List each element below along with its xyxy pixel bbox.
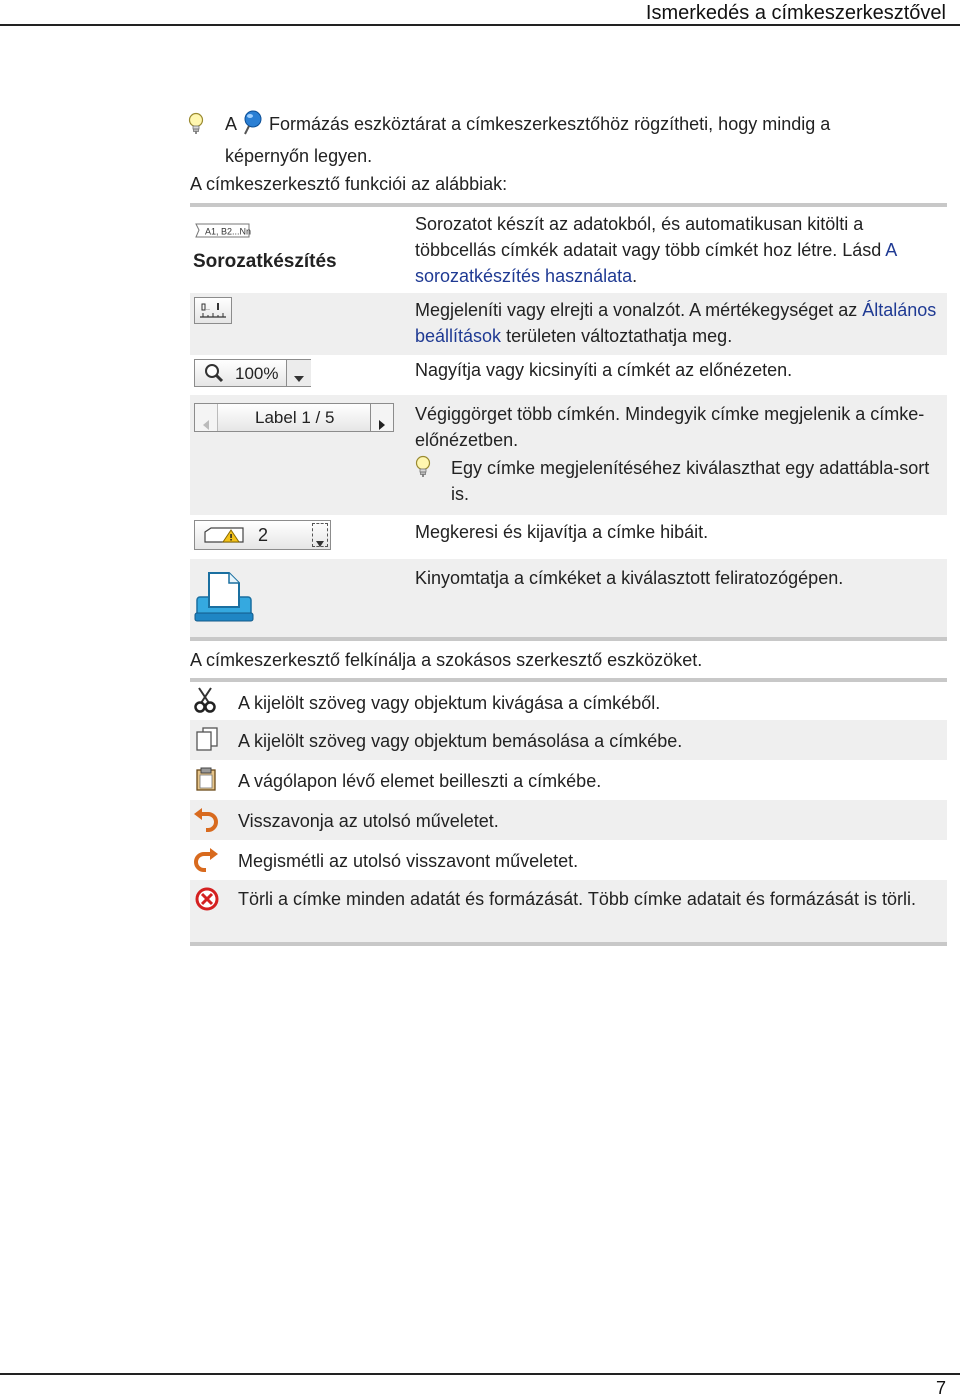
chevron-left-icon	[201, 412, 211, 438]
svg-text:..: ..	[206, 305, 210, 312]
ruler-icon	[195, 307, 231, 327]
sequence-icon-text: A1, B2...Nn	[205, 226, 252, 237]
navigate-tip-text: Egy címke megjelenítéséhez kiválaszthat egy adattábla-sort is.	[451, 458, 930, 504]
sequence-help-link[interactable]: A sorozatkészítés használata	[415, 240, 897, 286]
error-checker[interactable]	[194, 520, 331, 550]
clipboard-icon[interactable]	[194, 766, 218, 799]
print-description: Kinyomtatja a címkéket a kiválasztott feliratozógépen.	[415, 568, 844, 588]
sequence-desc-text: Sorozatot készít az adatokból, és automatikusan kitölti a többcellás címkék adatait vagy több címkét hoz létre. Lásd	[415, 214, 886, 260]
chevron-right-icon	[377, 412, 387, 438]
table-row-sequence	[190, 209, 947, 297]
table-row-errors	[190, 515, 947, 559]
zoom-description: Nagyítja vagy kicsinyíti a címkét az előnézeten.	[415, 360, 793, 380]
print-button[interactable]	[193, 567, 255, 634]
table-rule	[190, 203, 947, 207]
table-row-paste	[190, 760, 947, 800]
ruler-button[interactable]	[194, 297, 232, 324]
redo-icon[interactable]	[192, 846, 220, 879]
table-row-undo	[190, 800, 947, 840]
table-row-print	[190, 559, 947, 637]
redo-description: Megismétli az utolsó visszavont műveletet.	[238, 851, 579, 871]
zoom-dropdown[interactable]	[286, 360, 311, 386]
table-row-cut	[190, 682, 947, 720]
chevron-down-icon	[292, 366, 306, 392]
ruler-description	[415, 297, 940, 349]
table-row-ruler	[190, 293, 947, 355]
paste-description: A vágólapon lévő elemet beilleszti a címkébe.	[238, 771, 602, 791]
chevron-down-icon	[314, 530, 326, 556]
copy-description: A kijelölt szöveg vagy objektum bemásolása a címkébe.	[238, 731, 683, 751]
sequence-description	[415, 211, 940, 289]
errors-description: Megkeresi és kijavítja a címke hibáit.	[415, 522, 709, 542]
table-row-copy	[190, 720, 947, 760]
tip-text: Formázás eszköztárat a címkeszerkesztőhöz rögzítheti, hogy mindig a képernyőn legyen.	[225, 114, 831, 166]
ruler-desc-end: területen változtathatja meg.	[501, 326, 733, 346]
scissors-icon[interactable]	[194, 686, 216, 721]
warning-label-icon	[203, 524, 247, 553]
lightbulb-icon	[188, 112, 204, 143]
previous-label-button[interactable]	[195, 404, 218, 431]
edit-tools-intro: A címkeszerkesztő felkínálja a szokásos szerkesztő eszközöket.	[190, 650, 703, 670]
table-row-navigate	[190, 395, 947, 515]
table-row-zoom	[190, 355, 947, 395]
pin-icon	[241, 110, 265, 143]
features-table	[190, 203, 947, 643]
printer-icon	[193, 611, 255, 631]
next-label-button[interactable]	[370, 404, 393, 431]
magnifier-icon	[203, 362, 225, 391]
sequence-icon[interactable]	[193, 220, 253, 237]
navigate-description: Végiggörget több címkén. Mindegyik címke megjelenik a címke-előnézetben.	[415, 404, 925, 450]
table-rule	[190, 637, 947, 641]
copy-icon[interactable]	[194, 726, 220, 759]
clear-icon[interactable]	[194, 886, 220, 919]
undo-icon[interactable]	[192, 806, 220, 839]
running-header: Ismerkedés a címkeszerkesztővel	[645, 2, 946, 24]
edit-tools-table	[190, 678, 947, 948]
features-intro: A címkeszerkesztő funkciói az alábbiak:	[190, 174, 508, 194]
table-row-redo	[190, 840, 947, 880]
error-count: 2	[258, 525, 269, 545]
footer-rule	[0, 1373, 960, 1375]
tip-prefix: A	[225, 114, 238, 134]
lightbulb-icon	[415, 455, 431, 486]
page-number: 7	[935, 1378, 946, 1398]
cut-description: A kijelölt szöveg vagy objektum kivágása a címkéből.	[238, 693, 661, 713]
clear-description: Törli a címke minden adatát és formázását. Több címke adatait és formázását is törli.	[238, 889, 916, 909]
undo-description: Visszavonja az utolsó műveletet.	[238, 811, 499, 831]
ruler-desc-text: Megjeleníti vagy elrejti a vonalzót. A mértékegységet az	[415, 300, 863, 320]
label-navigator[interactable]	[194, 403, 394, 432]
sequence-label: Sorozatkészítés	[193, 251, 337, 272]
sequence-desc-end: .	[632, 266, 638, 286]
error-dropdown[interactable]	[312, 523, 328, 547]
general-settings-link[interactable]: Általános beállítások	[415, 300, 937, 346]
label-counter: Label 1 / 5	[255, 408, 335, 427]
zoom-control[interactable]	[194, 359, 311, 387]
header-rule	[0, 24, 960, 26]
zoom-value: 100%	[235, 364, 279, 383]
table-row-clear	[190, 880, 947, 942]
table-rule	[190, 942, 947, 946]
